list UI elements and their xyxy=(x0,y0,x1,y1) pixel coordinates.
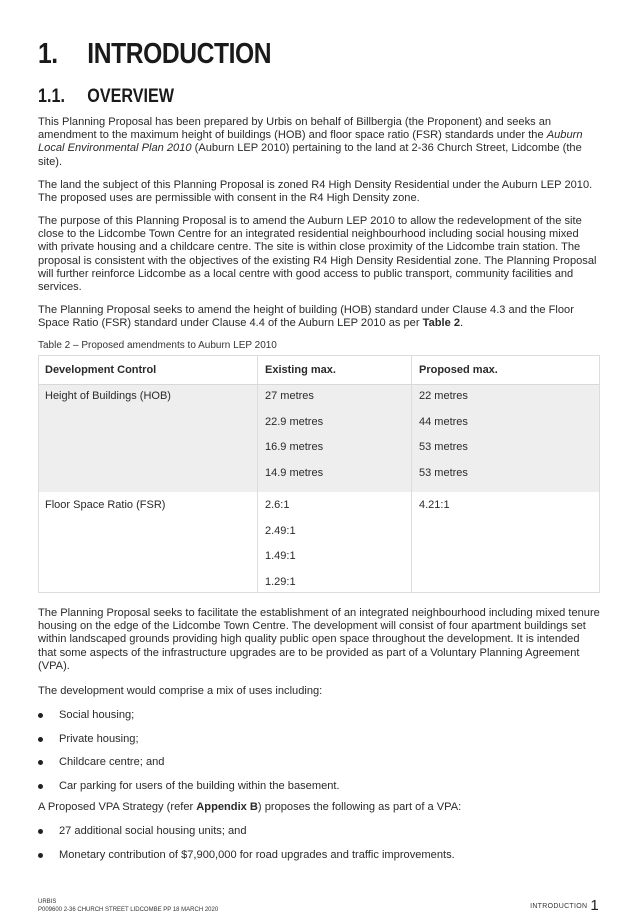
paragraph-text: . xyxy=(460,317,464,330)
footer-right xyxy=(530,897,599,914)
table-cell-control: Height of Buildings (HOB) xyxy=(38,385,258,494)
list-item xyxy=(38,825,600,849)
bullet-icon xyxy=(38,829,43,834)
appendix-reference: Appendix B xyxy=(196,801,258,813)
table-divider xyxy=(411,355,412,593)
table-reference: Table 2 xyxy=(422,317,461,330)
table-header-cell: Development Control xyxy=(38,355,258,385)
section-title: INTRODUCTION xyxy=(87,38,272,70)
table-caption: Table 2 – Proposed amendments to Auburn LEP 2010 xyxy=(38,340,277,351)
table-cell-value: 1.49:1 xyxy=(265,550,296,562)
bullet-icon xyxy=(38,853,43,858)
table-cell-value: 53 metres xyxy=(419,466,468,479)
table-cell-value: 22 metres xyxy=(419,390,468,402)
subsection-number: 1.1. xyxy=(38,86,65,107)
bullet-icon xyxy=(38,713,43,718)
paragraph-development: The Planning Proposal seeks to facilitate the establishment of an integrated neighbourhood including mixed tenure housing on the edge of the Lidcombe Town Centre. The development will consist of four apartment buildings set within landscaped grounds providing high quality public open space throughout the development. It is intended that some aspects of the infrastructure upgrades are to be provided as part of a Voluntary Planning Agreement (VPA). xyxy=(38,607,600,672)
bullet-icon xyxy=(38,760,43,765)
paragraph-zoning: The land the subject of this Planning Proposal is zoned R4 High Density Residential under the Auburn LEP 2010. The proposed uses are permissible with consent in the R4 High Density zone. xyxy=(38,179,593,205)
footer-left xyxy=(38,899,218,914)
table-border xyxy=(38,355,600,593)
list-item-text: Monetary contribution of $7,900,000 for road upgrades and traffic improvements. xyxy=(59,848,455,861)
paragraph-text: The Planning Proposal seeks to amend the height of building (HOB) standard under Clause 4.3 and the Floor Space Ratio (FSR) standard under Clause 4.4 of the Auburn LEP 2010 as per xyxy=(38,304,574,330)
table-cell-value: 2.49:1 xyxy=(265,524,296,537)
bullet-icon xyxy=(38,784,43,789)
table-cell-value: 14.9 metres xyxy=(265,466,324,479)
table-header-cell: Existing max. xyxy=(258,355,412,385)
table-header-cell: Proposed max. xyxy=(412,355,600,385)
paragraph-text: ) proposes the following as part of a VPA: xyxy=(257,801,462,813)
table-cell-value: 1.29:1 xyxy=(265,575,296,588)
table-cell-value: 16.9 metres xyxy=(265,441,324,453)
list-item xyxy=(38,756,600,780)
subsection-heading xyxy=(38,86,174,108)
table-cell-value: 4.21:1 xyxy=(419,499,450,511)
paragraph-purpose: The purpose of this Planning Proposal is to amend the Auburn LEP 2010 to allow the redevelopment of the site close to the Lidcombe Town Centre for an integrated residential neighbourhood including social housing mixed with private housing and a childcare centre. The site is within close proximity of the Lidcombe train station. The proposal is consistent with the objectives of the existing R4 High Density Residential zone. The Planning Proposal will further reinforce Lidcombe as a local centre with good access to public transport, community facilities and services. xyxy=(38,215,597,294)
section-number: 1. xyxy=(38,38,58,70)
footer-company: URBIS xyxy=(38,899,57,905)
table-cell-value: 27 metres xyxy=(265,390,314,402)
uses-list xyxy=(38,709,600,803)
list-item xyxy=(38,709,600,733)
list-item-text: Private housing; xyxy=(59,732,139,745)
vpa-list xyxy=(38,825,600,872)
list-item xyxy=(38,849,600,873)
bullet-icon xyxy=(38,737,43,742)
paragraph-vpa-intro xyxy=(38,801,600,814)
table-cell-control: Floor Space Ratio (FSR) xyxy=(38,493,258,603)
paragraph-text: This Planning Proposal has been prepared by Urbis on behalf of Billbergia (the Proponent) and seeks an amendment to the maximum height of buildings (HOB) and floor space ratio (FSR) standards under the xyxy=(38,116,552,142)
table-cell-value: 22.9 metres xyxy=(265,415,324,428)
footer-reference: P009600 2-36 CHURCH STREET LIDCOMBE PP 18 MARCH 2020 xyxy=(38,906,219,913)
paragraph-uses-intro: The development would comprise a mix of uses including: xyxy=(38,685,323,697)
footer-section: INTRODUCTION xyxy=(530,903,588,910)
list-item xyxy=(38,780,600,804)
subsection-title: OVERVIEW xyxy=(87,86,175,107)
table-cell-value: 2.6:1 xyxy=(265,499,290,511)
plan-title-italic: Auburn Local Environmental Plan 2010 xyxy=(38,129,583,155)
section-heading xyxy=(38,38,271,71)
paragraph-text: A Proposed VPA Strategy (refer xyxy=(38,801,197,813)
table-cell-value: 53 metres xyxy=(419,441,468,453)
paragraph-intro xyxy=(38,116,600,169)
page-number: 1 xyxy=(590,897,599,914)
list-item-text: 27 additional social housing units; and xyxy=(59,825,247,837)
list-item xyxy=(38,733,600,757)
table-cell-value: 44 metres xyxy=(419,415,468,428)
list-item-text: Childcare centre; and xyxy=(59,756,165,768)
table-divider xyxy=(257,355,258,593)
paragraph-amend xyxy=(38,304,600,330)
paragraph-text: (Auburn LEP 2010) pertaining to the land at 2-36 Church Street, Lidcombe (the site). xyxy=(38,142,582,168)
list-item-text: Social housing; xyxy=(59,709,135,721)
list-item-text: Car parking for users of the building within the basement. xyxy=(59,779,340,792)
